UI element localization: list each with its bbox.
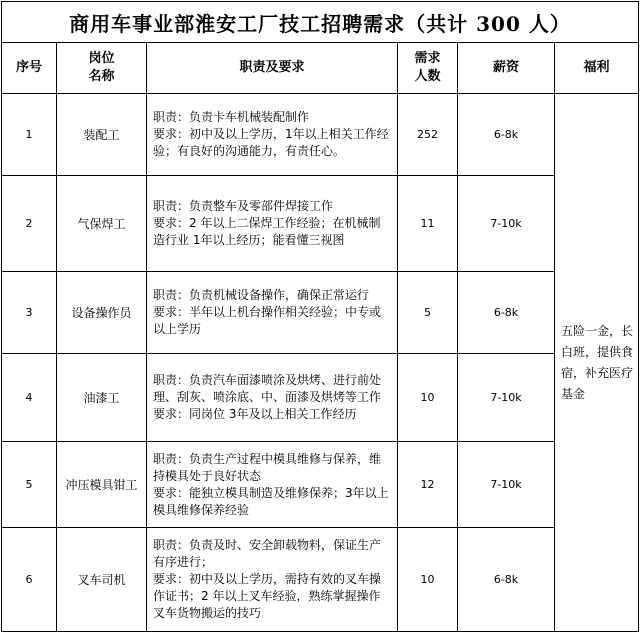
duty-cell (147, 94, 398, 176)
requirement-line: 要求：同岗位 3年及以上相关工作经历 (153, 407, 357, 421)
header-duties: 职责及要求 (147, 43, 398, 94)
requirement-line: 要求：初中及以上学历，需持有效的叉车操作证书；2 年以上叉车经验，熟练掌握操作叉车货物搬运的技巧 (153, 572, 382, 620)
salary: 6-8k (458, 272, 555, 354)
table-title: 商用车事业部淮安工厂技工招聘需求（共计 300 人） (2, 2, 639, 43)
position-name: 冲压模具钳工 (57, 442, 147, 528)
header-count-line2: 人数 (414, 69, 441, 84)
duty-cell (147, 272, 398, 354)
position-name: 油漆工 (57, 354, 147, 442)
header-count-line1: 需求 (414, 51, 441, 66)
duty-cell (147, 176, 398, 272)
duty-cell (147, 442, 398, 528)
header-salary: 薪资 (458, 43, 555, 94)
duty-line: 职责：负责整车及零部件焊接工作 (153, 199, 334, 213)
headcount: 252 (398, 94, 458, 176)
salary: 7-10k (458, 442, 555, 528)
welfare-cell: 五险一金，长白班，提供食宿，补充医疗基金 (555, 94, 639, 632)
table-row (2, 272, 639, 354)
row-index: 1 (2, 94, 57, 176)
table-row (2, 528, 639, 632)
duty-line: 职责：负责机械设备操作，确保正常运行 (153, 288, 370, 302)
duty-line: 职责：负责汽车面漆喷涂及烘烤、进行前处理、刮灰、喷涂底、中、面漆及烘烤等工作 (153, 373, 382, 404)
table-row (2, 94, 639, 176)
position-name: 叉车司机 (57, 528, 147, 632)
headcount: 12 (398, 442, 458, 528)
duty-cell (147, 354, 398, 442)
header-count (398, 43, 458, 94)
table-row (2, 354, 639, 442)
header-index: 序号 (2, 43, 57, 94)
recruitment-table (1, 1, 639, 632)
table-row (2, 176, 639, 272)
requirement-line: 要求：初中及以上学历，1年以上相关工作经验；有良好的沟通能力，有责任心。 (153, 127, 389, 158)
header-row (2, 43, 639, 94)
header-position-line2: 名称 (88, 69, 115, 84)
salary: 6-8k (458, 528, 555, 632)
row-index: 6 (2, 528, 57, 632)
headcount: 10 (398, 354, 458, 442)
requirement-line: 要求：半年以上机台操作相关经验；中专或以上学历 (153, 305, 382, 336)
position-name: 气保焊工 (57, 176, 147, 272)
headcount: 11 (398, 176, 458, 272)
salary: 6-8k (458, 94, 555, 176)
duty-line: 职责：负责生产过程中模具维修与保养，维持模具处于良好状态 (153, 451, 382, 483)
salary: 7-10k (458, 354, 555, 442)
header-position (57, 43, 147, 94)
header-position-line1: 岗位 (88, 51, 115, 66)
row-index: 3 (2, 272, 57, 354)
row-index: 5 (2, 442, 57, 528)
header-welfare: 福利 (555, 43, 639, 94)
salary: 7-10k (458, 176, 555, 272)
duty-line: 职责：负责卡车机械装配制作 (153, 110, 310, 124)
requirement-line: 要求：能独立模具制造及维修保养；3年以上模具维修保养经验 (153, 485, 389, 517)
duty-line: 职责：负责及时、安全卸载物料，保证生产有序进行； (153, 538, 382, 569)
duty-cell (147, 528, 398, 632)
requirement-line: 要求：2 年以上二保焊工作经验；在机械制造行业 1年以上经历；能看懂三视图 (153, 216, 381, 247)
position-name: 设备操作员 (57, 272, 147, 354)
row-index: 4 (2, 354, 57, 442)
position-name: 装配工 (57, 94, 147, 176)
row-index: 2 (2, 176, 57, 272)
headcount: 5 (398, 272, 458, 354)
headcount: 10 (398, 528, 458, 632)
table-row (2, 442, 639, 528)
